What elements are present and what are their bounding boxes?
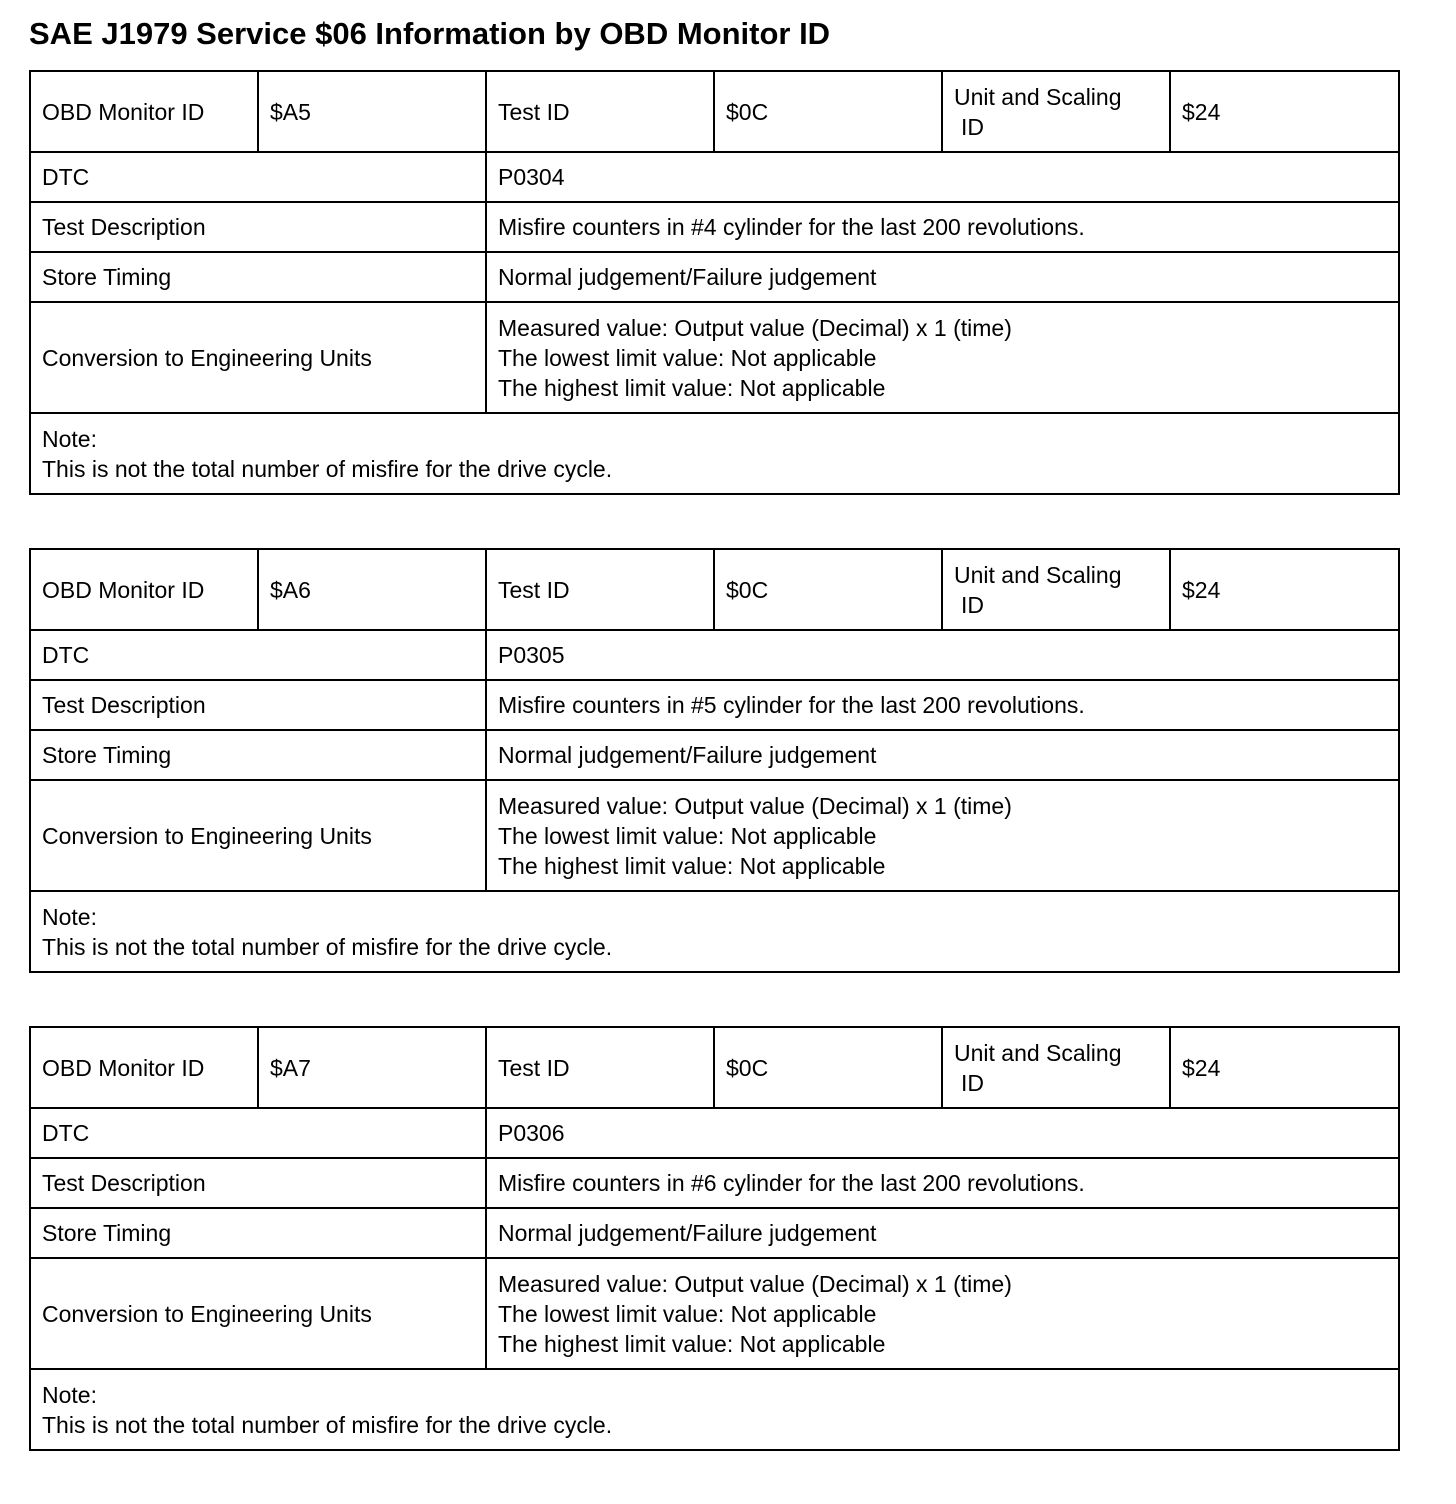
store-timing-value: Normal judgement/Failure judgement — [486, 252, 1399, 302]
unit-scaling-label-line: ID — [961, 113, 984, 140]
note-text: This is not the total number of misfire for the drive cycle. — [42, 1411, 613, 1438]
store-timing-row — [30, 1208, 1399, 1258]
conversion-row — [30, 780, 1399, 891]
test-description-value: Misfire counters in #6 cylinder for the last 200 revolutions. — [486, 1158, 1399, 1208]
store-timing-label: Store Timing — [30, 1208, 486, 1258]
note-heading: Note: — [42, 903, 97, 930]
test-id-value: $0C — [714, 71, 942, 152]
dtc-row — [30, 152, 1399, 202]
conversion-row — [30, 1258, 1399, 1369]
note-text: This is not the total number of misfire for the drive cycle. — [42, 933, 613, 960]
page-title: SAE J1979 Service $06 Information by OBD Monitor ID — [29, 16, 831, 51]
unit-scaling-label-line: ID — [961, 1069, 984, 1096]
conversion-label: Conversion to Engineering Units — [30, 302, 486, 413]
note-row — [30, 413, 1399, 494]
note-cell — [30, 891, 1399, 972]
test-description-label: Test Description — [30, 202, 486, 252]
dtc-label: DTC — [30, 152, 486, 202]
note-heading: Note: — [42, 1381, 97, 1408]
unit-scaling-id-value: $24 — [1170, 549, 1399, 630]
store-timing-row — [30, 730, 1399, 780]
store-timing-value: Normal judgement/Failure judgement — [486, 1208, 1399, 1258]
unit-scaling-label-line: Unit and Scaling — [954, 561, 1122, 588]
test-id-label: Test ID — [486, 549, 714, 630]
table-header-row — [30, 549, 1399, 630]
obd-monitor-id-value: $A7 — [258, 1027, 486, 1108]
test-description-value: Misfire counters in #5 cylinder for the last 200 revolutions. — [486, 680, 1399, 730]
unit-scaling-id-value: $24 — [1170, 71, 1399, 152]
obd-monitor-id-value: $A5 — [258, 71, 486, 152]
unit-scaling-id-label — [942, 71, 1170, 152]
obd-monitor-id-label: OBD Monitor ID — [30, 549, 258, 630]
conversion-row — [30, 302, 1399, 413]
test-description-label: Test Description — [30, 1158, 486, 1208]
conversion-value — [486, 302, 1399, 413]
test-description-label: Test Description — [30, 680, 486, 730]
note-heading: Note: — [42, 425, 97, 452]
dtc-label: DTC — [30, 630, 486, 680]
store-timing-value: Normal judgement/Failure judgement — [486, 730, 1399, 780]
conversion-highest-limit: The highest limit value: Not applicable — [498, 1330, 886, 1357]
table-header-row — [30, 71, 1399, 152]
monitor-table — [29, 548, 1400, 973]
dtc-value: P0305 — [486, 630, 1399, 680]
store-timing-row — [30, 252, 1399, 302]
note-cell — [30, 1369, 1399, 1450]
obd-monitor-id-label: OBD Monitor ID — [30, 1027, 258, 1108]
test-id-label: Test ID — [486, 1027, 714, 1108]
table-header-row — [30, 1027, 1399, 1108]
test-description-row — [30, 680, 1399, 730]
dtc-row — [30, 1108, 1399, 1158]
unit-scaling-label-line: Unit and Scaling — [954, 1039, 1122, 1066]
monitor-table — [29, 70, 1400, 495]
note-row — [30, 891, 1399, 972]
note-row — [30, 1369, 1399, 1450]
test-id-value: $0C — [714, 549, 942, 630]
test-description-row — [30, 202, 1399, 252]
store-timing-label: Store Timing — [30, 252, 486, 302]
conversion-label: Conversion to Engineering Units — [30, 1258, 486, 1369]
store-timing-label: Store Timing — [30, 730, 486, 780]
obd-monitor-id-label: OBD Monitor ID — [30, 71, 258, 152]
unit-scaling-label-line: Unit and Scaling — [954, 83, 1122, 110]
note-cell — [30, 413, 1399, 494]
unit-scaling-id-label — [942, 1027, 1170, 1108]
test-id-label: Test ID — [486, 71, 714, 152]
note-text: This is not the total number of misfire for the drive cycle. — [42, 455, 613, 482]
conversion-value — [486, 1258, 1399, 1369]
unit-scaling-id-label — [942, 549, 1170, 630]
conversion-value — [486, 780, 1399, 891]
conversion-measured-value: Measured value: Output value (Decimal) x 1 (time) — [498, 792, 1012, 819]
conversion-highest-limit: The highest limit value: Not applicable — [498, 374, 886, 401]
conversion-measured-value: Measured value: Output value (Decimal) x 1 (time) — [498, 1270, 1012, 1297]
dtc-value: P0306 — [486, 1108, 1399, 1158]
conversion-highest-limit: The highest limit value: Not applicable — [498, 852, 886, 879]
test-description-row — [30, 1158, 1399, 1208]
test-description-value: Misfire counters in #4 cylinder for the last 200 revolutions. — [486, 202, 1399, 252]
conversion-lowest-limit: The lowest limit value: Not applicable — [498, 344, 877, 371]
conversion-lowest-limit: The lowest limit value: Not applicable — [498, 822, 877, 849]
monitor-table — [29, 1026, 1400, 1451]
unit-scaling-id-value: $24 — [1170, 1027, 1399, 1108]
unit-scaling-label-line: ID — [961, 591, 984, 618]
conversion-label: Conversion to Engineering Units — [30, 780, 486, 891]
obd-monitor-id-value: $A6 — [258, 549, 486, 630]
dtc-row — [30, 630, 1399, 680]
conversion-lowest-limit: The lowest limit value: Not applicable — [498, 1300, 877, 1327]
test-id-value: $0C — [714, 1027, 942, 1108]
conversion-measured-value: Measured value: Output value (Decimal) x 1 (time) — [498, 314, 1012, 341]
dtc-label: DTC — [30, 1108, 486, 1158]
dtc-value: P0304 — [486, 152, 1399, 202]
